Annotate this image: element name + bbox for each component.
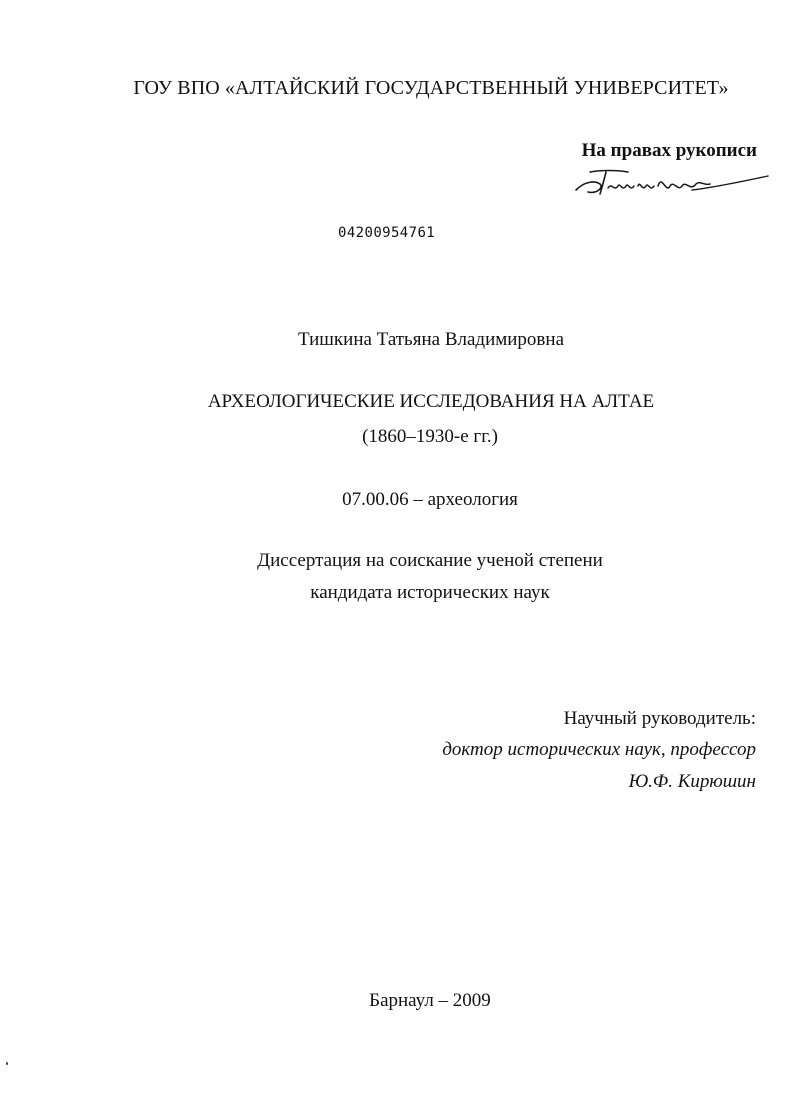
rights-note: На правах рукописи	[581, 140, 757, 161]
scan-speck	[6, 1062, 8, 1065]
document-code: 04200954761	[338, 225, 436, 241]
author-name: Тишкина Татьяна Владимировна	[298, 329, 564, 350]
supervisor-rank: доктор исторических наук, профессор	[442, 739, 756, 760]
dissertation-period: (1860–1930-е гг.)	[362, 426, 498, 447]
author-signature	[570, 164, 770, 204]
specialty-code: 07.00.06 – археология	[342, 489, 518, 510]
supervisor-name: Ю.Ф. Кирюшин	[628, 771, 756, 792]
institution-name: ГОУ ВПО «АЛТАЙСКИЙ ГОСУДАРСТВЕННЫЙ УНИВЕРСИТЕТ»	[133, 77, 729, 99]
degree-line-2: кандидата исторических наук	[310, 582, 550, 603]
city-year: Барнаул – 2009	[369, 990, 491, 1011]
degree-line-1: Диссертация на соискание ученой степени	[257, 550, 603, 571]
dissertation-title: АРХЕОЛОГИЧЕСКИЕ ИССЛЕДОВАНИЯ НА АЛТАЕ	[207, 391, 655, 412]
supervisor-label: Научный руководитель:	[563, 708, 756, 729]
